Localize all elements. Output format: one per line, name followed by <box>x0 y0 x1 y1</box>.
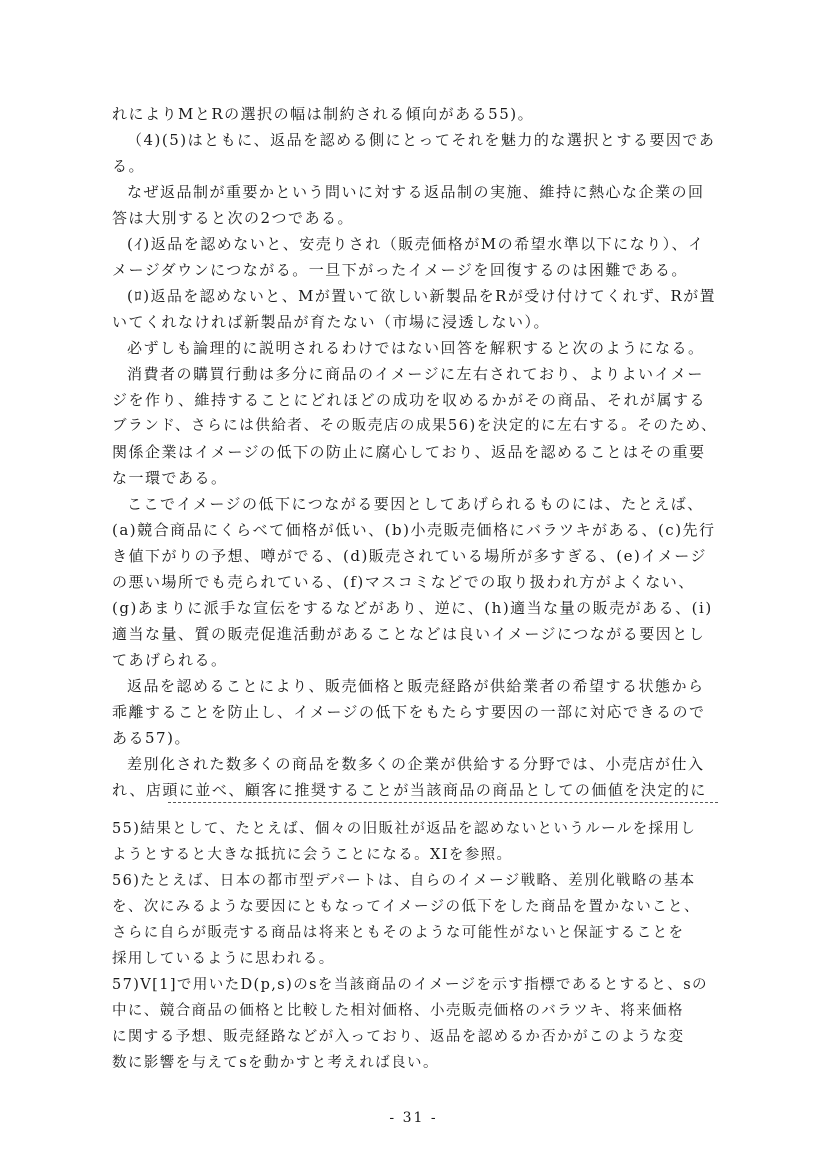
body-line: いてくれなければ新製品が育たない（市場に浸透しない）。 <box>112 313 551 331</box>
body-line: る。 <box>112 157 146 175</box>
footnote-line: ようとすると大きな抵抗に会うことになる。XIを参照。 <box>112 847 513 863</box>
footnote-divider <box>168 802 718 803</box>
body-line: 乖離することを防止し、イメージの低下をもたらす要因の一部に対応できるので <box>112 703 706 721</box>
body-line: ブランド、さらには供給者、その販売店の成果56)を決定的に左右する。そのため、 <box>112 417 718 434</box>
body-line: 適当な量、質の販売促進活動があることなどは良いイメージにつながる要因とし <box>112 625 706 643</box>
body-line: き値下がりの予想、噂がでる、(d)販売されている場所が多すぎる、(e)イメージ <box>112 547 707 565</box>
body-line: (g)あまりに派手な宣伝をするなどがあり、逆に、(h)適当な量の販売がある、(i) <box>112 599 713 617</box>
footnote-line: 中に、競合商品の価格と比較した相対価格、小売販売価格のバラツキ、将来価格 <box>112 1003 684 1019</box>
footnote-line: さらに自らが販売する商品は将来ともそのような可能性がないと保証することを <box>112 925 685 941</box>
body-line: 返品を認めることにより、販売価格と販売経路が供給業者の希望する状態から <box>127 677 705 695</box>
body-line: (a)競合商品にくらべて価格が低い、(b)小売販売価格にバラツキがある、(c)先行 <box>112 521 716 539</box>
body-line: なぜ返品制が重要かという問いに対する返品制の実施、維持に熱心な企業の回 <box>127 183 705 201</box>
body-line: ある57)。 <box>112 729 191 747</box>
body-line: ジを作り、維持することにどれほどの成功を収めるかがその商品、それが属する <box>112 391 707 409</box>
footnote-line: 数に影響を与えてsを動かすと考えれば良い。 <box>112 1055 439 1071</box>
body-line: 関係企業はイメージの低下の防止に腐心しており、返品を認めることはその重要 <box>112 443 706 461</box>
body-line: れによりMとRの選択の幅は制約される傾向がある55)。 <box>112 105 535 123</box>
body-line: 答は大別すると次の2つである。 <box>112 209 355 227</box>
body-line: 必ずしも論理的に説明されるわけではない回答を解釈すると次のようになる。 <box>127 339 705 357</box>
body-line: てあげられる。 <box>112 651 228 669</box>
page-number: - 31 - <box>389 1110 438 1126</box>
body-line: (ﾛ)返品を認めないと、Mが置いて欲しい新製品をRが受け付けてくれず、Rが置 <box>127 287 717 305</box>
body-line: ここでイメージの低下につながる要因としてあげられるものには、たとえば、 <box>127 495 704 513</box>
footnote-line: に関する予想、販売経路などが入っており、返品を認めるか否かがこのような変 <box>112 1029 685 1045</box>
body-line: な一環である。 <box>112 469 228 487</box>
body-line: (ｲ)返品を認めないと、安売りされ（販売価格がMの希望水準以下になり）、イ <box>127 235 705 253</box>
body-line: （4)(5)はともに、返品を認める側にとってそれを魅力的な選択とする要因であ <box>127 131 716 149</box>
footnote-line: 55)結果として、たとえば、個々の旧販社が返品を認めないというルールを採用し <box>112 821 697 837</box>
body-line: メージダウンにつながる。一旦下がったイメージを回復するのは困難である。 <box>112 261 688 279</box>
body-line: れ、店頭に並べ、顧客に推奨することが当該商品の商品としての価値を決定的に <box>112 781 707 799</box>
body-line: の悪い場所でも売られている、(f)マスコミなどでの取り扱われ方がよくない、 <box>112 573 695 591</box>
footnote-line: を、次にみるような要因にともなってイメージの低下をした商品を置かないこと、 <box>112 899 700 915</box>
footnote-line: 採用しているように思われる。 <box>112 951 335 967</box>
footnote-line: 57)V[1]で用いたD(p,s)のsを当該商品のイメージを示す指標であるとすると、sの <box>112 977 708 993</box>
body-line: 消費者の購買行動は多分に商品のイメージに左右されており、よりよいイメー <box>127 365 704 383</box>
body-line: 差別化された数多くの商品を数多くの企業が供給する分野では、小売店が仕入 <box>127 755 705 773</box>
footnote-line: 56)たとえば、日本の都市型デパートは、自らのイメージ戦略、差別化戦略の基本 <box>112 873 696 889</box>
